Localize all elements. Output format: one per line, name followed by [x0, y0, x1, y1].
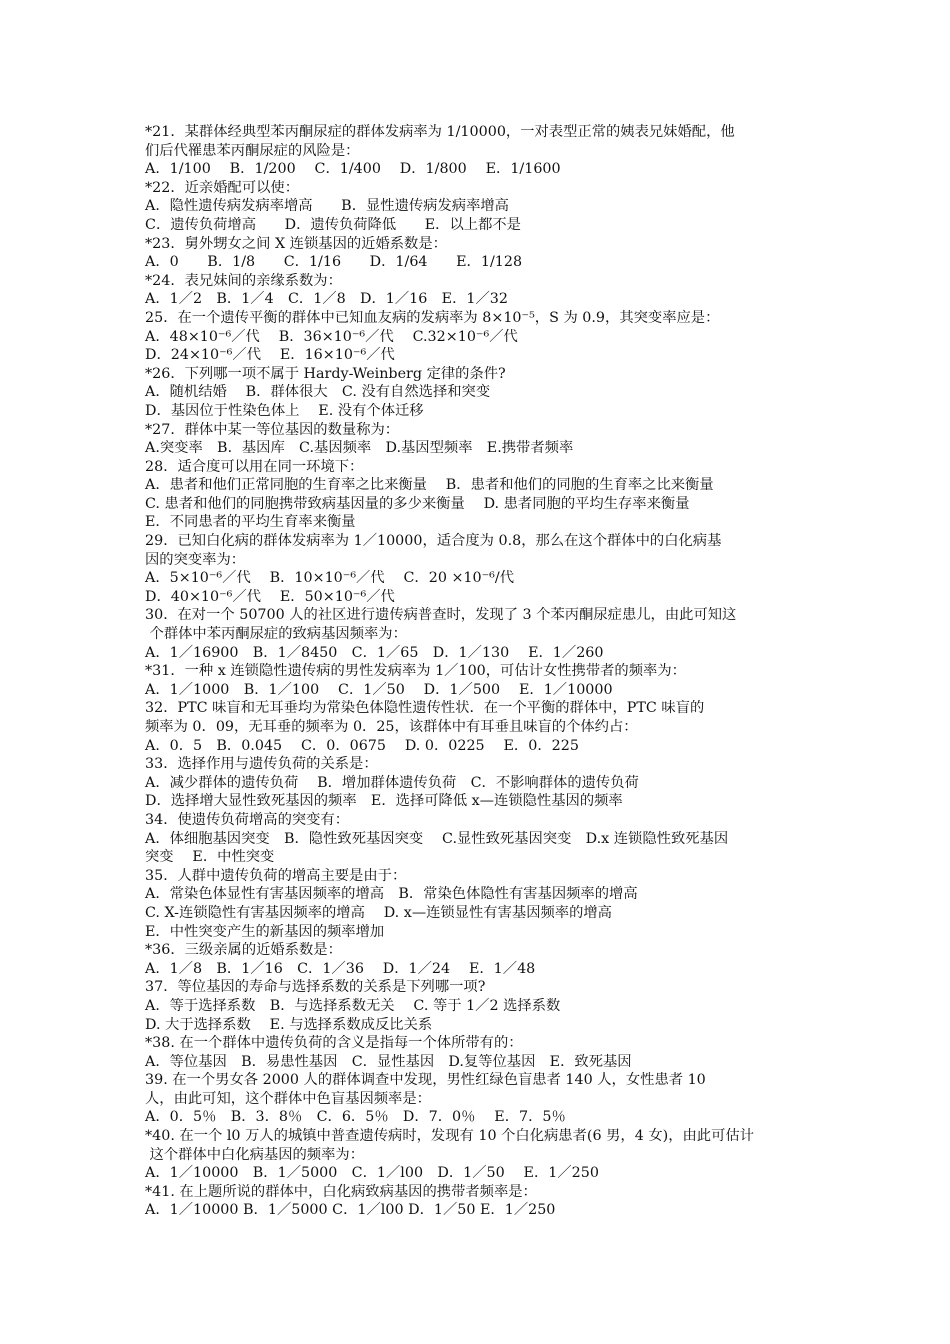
- text-line: *41. 在上题所说的群体中，白化病致病基因的携带者频率是：: [145, 1183, 537, 1200]
- text-line: A．隐性遗传病发病率增高 B．显性遗传病发病率增高: [145, 198, 509, 215]
- text-line: 们后代罹患苯丙酮尿症的风险是：: [145, 142, 360, 159]
- text-line: A．等位基因 B．易患性基因 C．显性基因 D.复等位基因 E．致死基因: [145, 1053, 632, 1070]
- text-line: A．1／16900 B．1／8450 C．1／65 D．1／130 E．1／260: [145, 644, 604, 661]
- text-line: A．0．5％ B．3．8％ C．6．5％ D．7．0％ E．7．5％: [145, 1109, 566, 1126]
- text-line: 人，由此可知，这个群体中色盲基因频率是：: [145, 1090, 431, 1107]
- text-line: *26．下列哪一项不属于 Hardy-Weinberg 定律的条件?: [145, 365, 506, 382]
- text-line: *36．三级亲属的近婚系数是：: [145, 942, 342, 959]
- text-line: A．常染色体显性有害基因频率的增高 B．常染色体隐性有害基因频率的增高: [145, 886, 638, 903]
- text-line: C．遗传负荷增高 D．遗传负荷降低 E．以上都不是: [145, 216, 521, 233]
- text-line: A．5×10⁻⁶／代 B．10×10⁻⁶／代 C．20 ×10⁻⁶/代: [145, 570, 515, 587]
- text-line: D．40×10⁻⁶／代 E．50×10⁻⁶／代: [145, 588, 395, 605]
- text-line: *21．某群体经典型苯丙酮尿症的群体发病率为 1/10000，一对表型正常的姨表兄妹婚配，他: [145, 124, 735, 140]
- text-line: *24．表兄妹间的亲缘系数为：: [145, 272, 342, 289]
- text-line: E．不同患者的平均生育率来衡量: [145, 514, 356, 531]
- text-line: A．随机结婚 B．群体很大 C. 没有自然选择和突变: [145, 384, 491, 401]
- text-line: 34．使遗传负荷增高的突变有：: [145, 811, 350, 828]
- text-line: A．1/100 B．1/200 C．1/400 D．1/800 E．1/1600: [145, 161, 561, 178]
- text-line: 个群体中苯丙酮尿症的致病基因频率为：: [145, 626, 407, 643]
- text-line: D．24×10⁻⁶／代 E．16×10⁻⁶／代: [145, 347, 395, 364]
- text-line: 33．选择作用与遗传负荷的关系是：: [145, 756, 378, 773]
- text-line: A.突变率 B．基因库 C.基因频率 D.基因型频率 E.携带者频率: [145, 440, 574, 457]
- text-line: A．1／8 B．1／16 C．1／36 D．1／24 E．1／48: [145, 960, 536, 977]
- text-line: 这个群体中白化病基因的频率为：: [145, 1146, 364, 1163]
- text-line: 因的突变率为：: [145, 551, 246, 568]
- text-line: A．1／2 B．1／4 C．1／8 D．1／16 E．1／32: [145, 291, 508, 308]
- text-line: *22．近亲婚配可以使：: [145, 179, 300, 196]
- text-line: C. X-连锁隐性有害基因频率的增高 D. x—连锁显性有害基因频率的增高: [145, 904, 612, 921]
- text-line: *31．一种 x 连锁隐性遗传病的男性发病率为 1／100，可估计女性携带者的频率为：: [145, 663, 686, 680]
- text-line: E．中性突变产生的新基因的频率增加: [145, 923, 385, 940]
- text-line: 28．适合度可以用在同一环境下：: [145, 458, 364, 475]
- text-line: A．0．5 B．0.045 C．0．0675 D. 0．0225 E．0．225: [145, 737, 579, 754]
- text-line: 频率为 0．09，无耳垂的频率为 0．25，该群体中有耳垂且味盲的个体约占：: [145, 719, 638, 735]
- text-line: D. 大于选择系数 E. 与选择系数成反比关系: [145, 1016, 433, 1033]
- text-line: 35．人群中遗传负荷的增高主要是由于：: [145, 867, 407, 884]
- text-line: A．1／1000 B．1／100 C．1／50 D．1／500 E．1／10000: [145, 681, 613, 698]
- text-line: 25．在一个遗传平衡的群体中已知血友病的发病率为 8×10⁻⁵，S 为 0.9，其突变率应是：: [145, 309, 720, 326]
- text-line: A．0 B．1/8 C．1/16 D．1/64 E．1/128: [145, 254, 523, 271]
- document-page: [145, 123, 825, 1220]
- text-line: A．患者和他们正常同胞的生育率之比来衡量 B．患者和他们的同胞的生育率之比来衡量: [145, 477, 714, 494]
- text-line: D．基因位于性染色体上 E. 没有个体迁移: [145, 402, 424, 419]
- text-line: *40. 在一个 l0 万人的城镇中普查遗传病时，发现有 10 个白化病患者(6 男，4 女)，由此可估计: [145, 1128, 754, 1145]
- text-line: *23．舅外甥女之间 X 连锁基因的近婚系数是：: [145, 235, 447, 252]
- text-line: A．1／10000 B．1／5000 C．1／l00 D．1／50 E．1／250: [145, 1202, 556, 1219]
- text-line: 30．在对一个 50700 人的社区进行遗传病普查时，发现了 3 个苯丙酮尿症患儿，由此可知这: [145, 607, 737, 624]
- text-line: D．选择增大显性致死基因的频率 E．选择可降低 x—连锁隐性基因的频率: [145, 793, 623, 810]
- text-line: 37．等位基因的寿命与选择系数的关系是下列哪一项?: [145, 979, 486, 996]
- text-line: 突变 E．中性突变: [145, 849, 275, 866]
- text-line: A．48×10⁻⁶／代 B．36×10⁻⁶／代 C.32×10⁻⁶／代: [145, 328, 518, 345]
- text-line: 32．PTC 味盲和无耳垂均为常染色体隐性遗传性状．在一个平衡的群体中，PTC 味盲的: [145, 700, 705, 717]
- text-line: *27．群体中某一等位基因的数量称为：: [145, 421, 400, 438]
- text-line: A．减少群体的遗传负荷 B．增加群体遗传负荷 C．不影响群体的遗传负荷: [145, 774, 639, 791]
- text-line: A．等于选择系数 B．与选择系数无关 C. 等于 1／2 选择系数: [145, 997, 561, 1014]
- text-line: 39. 在一个男女各 2000 人的群体调查中发现，男性红绿色盲患者 140 人，女性患者 10: [145, 1072, 706, 1089]
- text-line: C. 患者和他们的同胞携带致病基因量的多少来衡量 D. 患者同胞的平均生存率来衡量: [145, 495, 690, 512]
- text-line: *38. 在一个群体中遗传负荷的含义是指每一个体所带有的：: [145, 1035, 523, 1052]
- text-line: 29．已知白化病的群体发病率为 1／10000，适合度为 0.8，那么在这个群体中的白化病基: [145, 533, 722, 550]
- text-line: A．体细胞基因突变 B．隐性致死基因突变 C.显性致死基因突变 D.x 连锁隐性致死基因: [145, 830, 729, 847]
- text-line: A．1／10000 B．1／5000 C．1／l00 D．1／50 E．1／250: [145, 1165, 599, 1182]
